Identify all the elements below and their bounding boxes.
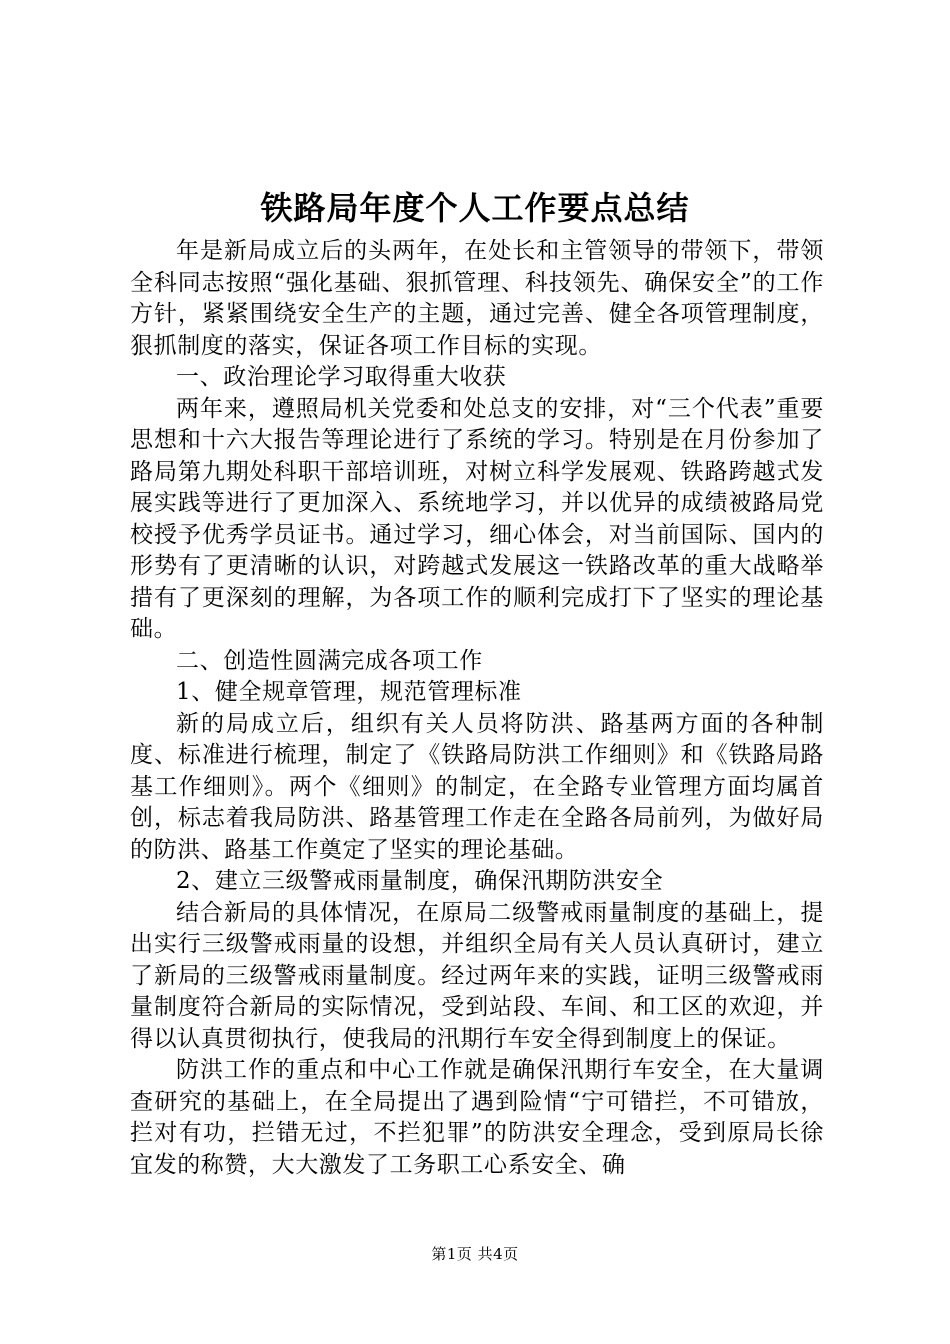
paragraph-intro: 年是新局成立后的头两年，在处长和主管领导的带领下，带领全科同志按照“强化基础、狠抓管理、科技领先、确保安全”的工作方针，紧紧围绕安全生产的主题，通过完善、健全各项管理制度，狠抓制度的落实，保证各项工作目标的实现。 [130, 238, 824, 359]
paragraph-political-study: 两年来，遵照局机关党委和处总支的安排，对“三个代表”重要思想和十六大报告等理论进行了系统的学习。特别是在月份参加了路局第九期处科职干部培训班，对树立科学发展观、铁路跨越式发展实践等进行了更加深入、系统地学习，并以优异的成绩被路局党校授予优秀学员证书。通过学习，细心体会，对当前国际、国内的形势有了更清晰的认识，对跨越式发展这一铁路改革的重大战略举措有了更深刻的理解，为各项工作的顺利完成打下了坚实的理论基础。 [130, 395, 824, 642]
page-number-footer: 第1页 共4页 [431, 1245, 519, 1263]
section-heading-work-completion: 二、创造性圆满完成各项工作 [176, 647, 483, 674]
subsection-heading-rainfall-warning: 2、建立三级警戒雨量制度，确保汛期防洪安全 [176, 868, 664, 894]
paragraph-regulations: 新的局成立后，组织有关人员将防洪、路基两方面的各种制度、标准进行梳理，制定了《铁路局防洪工作细则》和《铁路局路基工作细则》。两个《细则》的制定，在全路专业管理方面均属首创，标志着我局防洪、路基管理工作走在全路各局前列，为做好局的防洪、路基工作奠定了坚实的理论基础。 [130, 710, 824, 863]
document-title: 铁路局年度个人工作要点总结 [260, 189, 690, 227]
document-body [130, 236, 824, 1181]
paragraph-rainfall-warning: 结合新局的具体情况，在原局二级警戒雨量制度的基础上，提出实行三级警戒雨量的设想，并组织全局有关人员认真研讨，建立了新局的三级警戒雨量制度。经过两年来的实践，证明三级警戒雨量制度符合新局的实际情况，受到站段、车间、和工区的欢迎，并得以认真贯彻执行，使我局的汛期行车安全得到制度上的保证。 [130, 899, 824, 1052]
section-heading-political-study: 一、政治理论学习取得重大收获 [176, 364, 507, 390]
paragraph-flood-safety: 防洪工作的重点和中心工作就是确保汛期行车安全，在大量调查研究的基础上，在全局提出了遇到险情“宁可错拦，不可错放，拦对有功，拦错无过，不拦犯罪”的防洪安全理念，受到原局长徐宜发的称赞，大大激发了工务职工心系安全、确 [130, 1057, 824, 1178]
subsection-heading-regulations: 1、健全规章管理，规范管理标准 [176, 679, 522, 705]
